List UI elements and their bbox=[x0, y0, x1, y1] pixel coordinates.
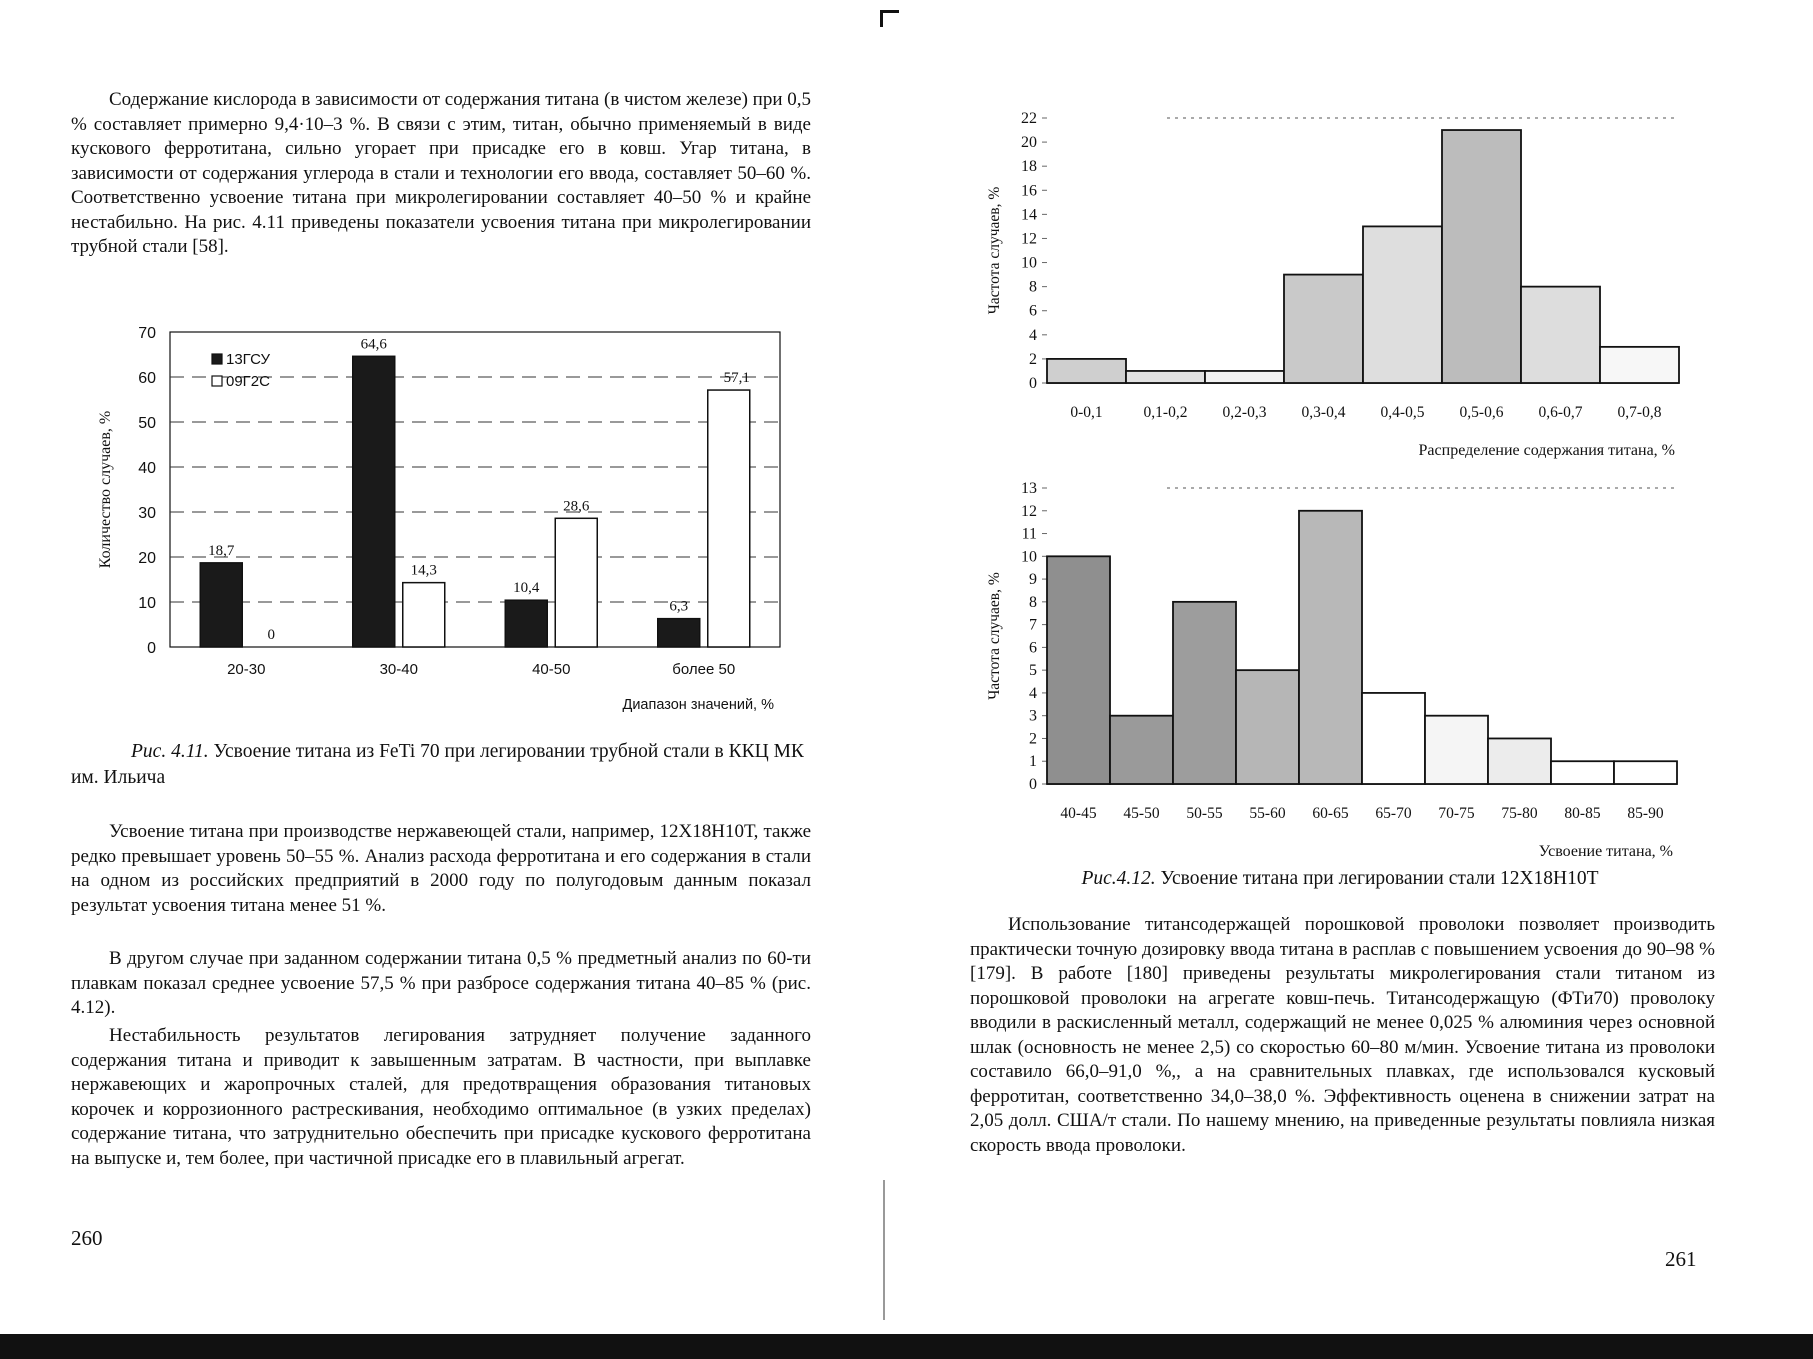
x-axis-label: Усвоение титана, % bbox=[1538, 843, 1673, 860]
histogram-bar bbox=[1362, 693, 1425, 784]
y-tick-label: 8 bbox=[1029, 278, 1037, 296]
bar bbox=[555, 518, 597, 647]
y-tick-label: 0 bbox=[1029, 375, 1037, 392]
histogram-bar bbox=[1173, 602, 1236, 784]
histogram-bar bbox=[1442, 130, 1521, 383]
y-tick-label: 4 bbox=[1029, 326, 1037, 344]
y-tick-label: 50 bbox=[138, 415, 156, 432]
paragraph-other-case: В другом случае при заданном содержании титана 0,5 % предметный анализ по 60-ти плавкам показал среднее усвоение 57,5 % при разбросе содержания титана 40–85 % (рис. 4.12). bbox=[71, 948, 811, 1018]
x-tick-label: 40-45 bbox=[1060, 805, 1097, 822]
y-axis-label: Частота случаев, % bbox=[986, 572, 1003, 700]
y-tick-label: 40 bbox=[138, 460, 156, 477]
x-tick-label: 0,6-0,7 bbox=[1538, 404, 1583, 421]
figure-caption-4-11 bbox=[71, 739, 811, 791]
y-tick-label: 70 bbox=[138, 325, 156, 342]
data-label: 18,7 bbox=[208, 542, 235, 559]
bar bbox=[658, 619, 700, 647]
y-tick-label: 20 bbox=[138, 550, 156, 567]
legend-swatch bbox=[212, 376, 222, 386]
y-tick-label: 20 bbox=[1021, 134, 1037, 152]
data-label: 10,4 bbox=[513, 580, 540, 597]
figure-label: Рис.4.12. bbox=[1081, 868, 1156, 889]
paragraph-oxygen-content: Содержание кислорода в зависимости от содержания титана (в чистом железе) при 0,5 % составляет примерно 9,4·10–3 %. В связи с этим, титан, обычно применяемый в виде кускового ферротитана, сильно угорает при присадке его в ковш. Угар титана, в зависимости от содержания углерода в стали и технологии его ввода, составляет 50–60 %. Соответственно усвоение титана при микролегировании составляет 40–50 % и крайне нестабильно. На рис. 4.11 приведены показатели усвоения титана при микролегировании трубной стали [58]. bbox=[71, 89, 811, 257]
bar bbox=[505, 600, 547, 647]
chart-fig-4-11 bbox=[90, 320, 810, 730]
data-label: 28,6 bbox=[563, 498, 590, 515]
y-tick-label: 60 bbox=[138, 370, 156, 387]
y-tick-label: 18 bbox=[1021, 158, 1037, 176]
y-tick-label: 13 bbox=[1021, 480, 1037, 497]
y-tick-label: 0 bbox=[147, 640, 156, 657]
x-tick-label: 0,2-0,3 bbox=[1222, 404, 1267, 421]
y-tick-label: 30 bbox=[138, 505, 156, 522]
y-tick-label: 9 bbox=[1029, 571, 1037, 589]
x-tick-label: 65-70 bbox=[1375, 805, 1412, 822]
histogram-bar bbox=[1521, 287, 1600, 383]
x-tick-label: 0-0,1 bbox=[1070, 404, 1103, 421]
figure-caption-text: Усвоение титана из FeTi 70 при легировании трубной стали в ККЦ МК им. Ильича bbox=[71, 741, 804, 788]
x-tick-label: 80-85 bbox=[1564, 805, 1601, 822]
chart-fig-4-12-top bbox=[985, 100, 1710, 475]
x-tick-label: 0,4-0,5 bbox=[1380, 404, 1425, 421]
data-label: 57,1 bbox=[723, 370, 750, 387]
y-axis-label: Частота случаев, % bbox=[986, 186, 1003, 315]
x-tick-label: 30-40 bbox=[379, 661, 418, 678]
histogram-bar bbox=[1047, 359, 1126, 383]
y-tick-label: 10 bbox=[1021, 254, 1037, 272]
y-tick-label: 22 bbox=[1021, 110, 1037, 127]
data-label: 6,3 bbox=[669, 598, 689, 615]
legend-entry: 09Г2С bbox=[226, 373, 270, 390]
histogram-bar bbox=[1425, 716, 1488, 784]
y-tick-label: 16 bbox=[1021, 182, 1037, 200]
page-number: 261 bbox=[1665, 1247, 1697, 1271]
histogram-bar bbox=[1126, 371, 1205, 383]
figure-caption-4-12 bbox=[965, 866, 1715, 892]
x-tick-label: 0,3-0,4 bbox=[1301, 404, 1346, 421]
y-tick-label: 5 bbox=[1029, 662, 1037, 680]
x-tick-label: 75-80 bbox=[1501, 805, 1538, 822]
x-axis-label: Распределение содержания титана, % bbox=[1418, 442, 1675, 459]
y-tick-label: 6 bbox=[1029, 302, 1037, 320]
y-tick-label: 1 bbox=[1029, 753, 1037, 771]
bar bbox=[353, 356, 395, 647]
x-tick-label: 60-65 bbox=[1312, 805, 1349, 822]
y-tick-label: 4 bbox=[1029, 684, 1037, 702]
y-tick-label: 8 bbox=[1029, 593, 1037, 611]
histogram-bar bbox=[1600, 347, 1679, 383]
x-tick-label: 55-60 bbox=[1249, 805, 1286, 822]
x-tick-label: 40-50 bbox=[532, 661, 571, 678]
histogram-bar bbox=[1488, 738, 1551, 784]
paragraph-stainless-steel: Усвоение титана при производстве нержавеющей стали, например, 12Х18Н10Т, также редко превышает уровень 50–55 %. Анализ расхода ферротитана и его содержания в стали на одном из российских предприятий в 2000 году по полугодовым данным показал результат усвоения титана менее 51 %. bbox=[71, 821, 811, 916]
y-tick-label: 14 bbox=[1021, 206, 1037, 224]
scan-edge bbox=[0, 1334, 1813, 1359]
y-tick-label: 12 bbox=[1021, 230, 1037, 248]
y-tick-label: 12 bbox=[1021, 502, 1037, 520]
x-tick-label: более 50 bbox=[672, 661, 736, 678]
paragraph-cored-wire: Использование титансодержащей порошковой проволоки позволяет производить практически точную дозировку ввода титана в расплав с повышением усвоения до 90–98 % [179]. В работе [180] приведены результаты микролегирования стали титаном из порошковой проволоки на агрегате ковш-печь. Титансодержащую (ФТи70) проволоку вводили в раскисленный металл, содержащий не менее 0,025 % алюминия через основной шлак (основность не менее 2,5) со скоростью 60–80 м/мин. Усвоение титана из проволоки составило 66,0–91,0 %,, а на сравнительных плавках, где использовался кусковый ферротитан, соответственно 34,0–38,0 %. Эффективность оценена в снижении затрат на 2,05 долл. США/т стали. По нашему мнению, на приведенные результаты повлияла низкая скорость ввода проволоки. bbox=[970, 914, 1715, 1156]
x-tick-label: 70-75 bbox=[1438, 805, 1475, 822]
data-label: 0 bbox=[267, 627, 275, 643]
x-tick-label: 50-55 bbox=[1186, 805, 1223, 822]
y-tick-label: 2 bbox=[1029, 350, 1037, 368]
y-axis-label: Количество случаев, % bbox=[97, 410, 114, 569]
histogram-bar bbox=[1363, 226, 1442, 383]
histogram-bar bbox=[1110, 716, 1173, 784]
x-tick-label: 0,5-0,6 bbox=[1459, 404, 1504, 421]
histogram-bar bbox=[1205, 371, 1284, 383]
x-tick-label: 85-90 bbox=[1627, 805, 1664, 822]
paragraph-instability: Нестабильность результатов легирования затрудняет получение заданного содержания титана и приводит к завышенным затратам. В частности, при выплавке нержавеющих и жаропрочных сталей, для предотвращения образования титановых корочек и коррозионного растрескивания, необходимо оптимальное (в узких пределах) содержание титана, что затруднительно обеспечить при присадке кускового ферротитана на выпуске и, тем более, при частичной присадке его в плавильный агрегат. bbox=[71, 1025, 811, 1169]
page-number: 260 bbox=[71, 1226, 103, 1250]
y-tick-label: 11 bbox=[1021, 525, 1037, 543]
y-tick-label: 3 bbox=[1029, 707, 1037, 725]
figure-label: Рис. 4.11. bbox=[131, 741, 209, 762]
y-tick-label: 10 bbox=[138, 595, 156, 612]
y-tick-label: 7 bbox=[1029, 616, 1037, 634]
data-label: 14,3 bbox=[410, 562, 437, 579]
figure-caption-text: Усвоение титана при легировании стали 12Х18Н10Т bbox=[1155, 868, 1599, 889]
y-tick-label: 2 bbox=[1029, 730, 1037, 748]
bar bbox=[200, 563, 242, 647]
legend-swatch bbox=[212, 354, 222, 364]
histogram-bar bbox=[1299, 511, 1362, 784]
histogram-bar bbox=[1047, 556, 1110, 784]
histogram-bar bbox=[1284, 275, 1363, 383]
x-tick-label: 45-50 bbox=[1123, 805, 1160, 822]
bar bbox=[708, 390, 750, 647]
y-tick-label: 10 bbox=[1021, 548, 1037, 566]
data-label: 64,6 bbox=[360, 336, 387, 353]
chart-fig-4-12-bottom bbox=[985, 478, 1710, 863]
histogram-bar bbox=[1614, 761, 1677, 784]
y-tick-label: 6 bbox=[1029, 639, 1037, 657]
page-260 bbox=[0, 0, 900, 1334]
histogram-bar bbox=[1236, 670, 1299, 784]
x-tick-label: 0,7-0,8 bbox=[1617, 404, 1662, 421]
bar bbox=[403, 583, 445, 647]
histogram-bar bbox=[1551, 761, 1614, 784]
x-axis-label: Диапазон значений, % bbox=[622, 697, 774, 713]
legend-entry: 13ГСУ bbox=[226, 351, 270, 368]
y-tick-label: 0 bbox=[1029, 776, 1037, 793]
x-tick-label: 0,1-0,2 bbox=[1143, 404, 1188, 421]
x-tick-label: 20-30 bbox=[227, 661, 266, 678]
page-261 bbox=[905, 0, 1813, 1334]
